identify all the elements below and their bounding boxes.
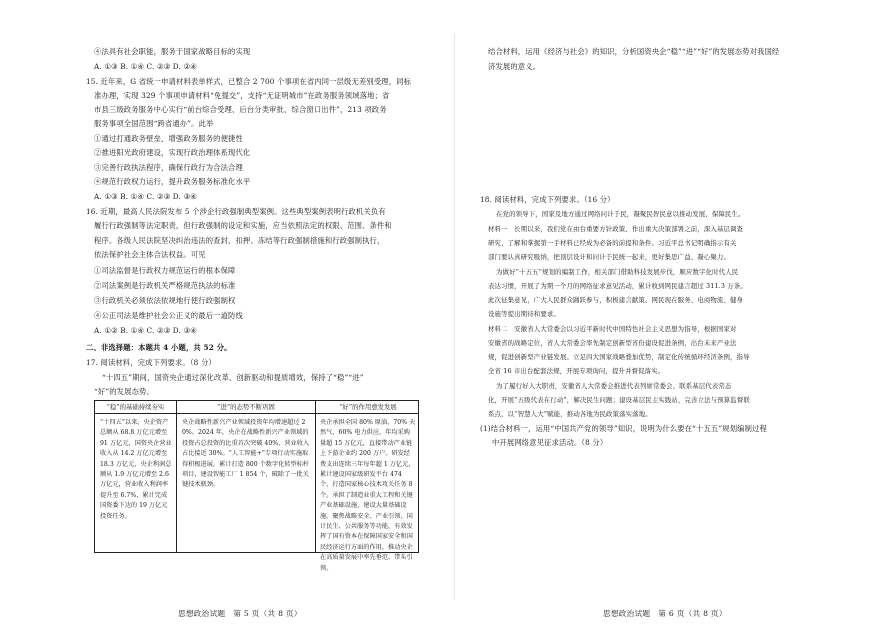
material-1-line: 材料一 长期以来，我们党在由台重要方针政策、作出重大决策部署之前，深入基层调查	[488, 225, 744, 233]
q15-option: ②推进阳光政府建设，实现行政治理体系现代化	[94, 148, 251, 157]
q14-choices: A. ①③ B. ①④ C. ②③ D. ②④	[94, 62, 197, 71]
material-2-line: 规，促进创新型产业链发展。立足四大国家战略叠加优势，制定化传统循环经济条例，指导	[488, 353, 750, 361]
material-1-line: 此次征集意见，广大人民群众踊跃参与，积极建言献策。网民现在服务、电商物流、健身	[488, 296, 744, 304]
q16-stem-line: 程序。各级人民法院坚决纠治违法的查封、扣押、冻结等行政强制措施和行政强制执行，	[94, 236, 385, 245]
q16-stem-line: 依法保护社会主体合法权益。可见	[94, 250, 206, 259]
material-1-line: 为做好“十五五”规划的编制工作，相关部门借助科技发展步伐，顺应数字化时代人民	[496, 268, 739, 276]
table-header-cell: “进”的态势不断巩固	[217, 403, 275, 411]
table-cell: “十四五”以来，央企资产总额从 68.8 万亿元增至 91 万亿元，国资央企营业收入从 14.2 万亿元增至 18.3 万亿元，央企利润总额从 1.9 万亿元增至 2.6 万亿元，营业收入利润率提升至 6.7%，累计完成国资委下达的 19 万亿元投资任务。	[100, 419, 172, 520]
q16-stem-line: 16. 近期，最高人民法院发布 5 个涉企行政强制典型案例。这些典型案例表明行政机关负有	[86, 207, 386, 216]
q17-stem-line: 17. 阅读材料，完成下列要求。（8 分）	[86, 358, 216, 367]
q18-intro: 在党的领导下，国家及地方通过网络问计于民，凝聚民智民意以推动发展、保障民生。	[496, 210, 745, 218]
q16-stem-line: 履行行政强制等法定职责，但行政强制的设定和实施，应当依照法定的权限、范围、条件和	[94, 221, 392, 230]
q18-subquestion-1: 中开展网络意见征求活动。（8 分）	[492, 438, 608, 447]
q17-stem-line: “好”的发展态势。	[94, 387, 154, 396]
page-footer: 思想政治试题 第 5 页（共 8 页）	[178, 609, 302, 618]
section-heading: 二、非选择题：本题共 4 小题，共 52 分。	[86, 343, 232, 352]
material-2-line: 安徽省的战略定位，省人大常委会率先制定创新型省份建设促进条例，出台未来产业法	[488, 339, 737, 347]
table-cell: 央企承担全国 80% 原油、70% 天然气、60% 电力供应，年均采购量超 15 万亿元，直接带动产业链上下游企业约 200 万户。研发经费支出连续三年每年超 1 万亿元，累计建设国家级研发平台 474 个，打造国家核心技术攻关任务 8 个。承担了制造业重大工程和关键产业基础设施，建设大量基础设施。聚焦战略安全、产业引领、国计民生、公共服务等功能，有效发挥了国有资本在保障国家安全和国民经济运行方面的作用，推动央企在高质量发展中率先垂范、带头引领。	[320, 419, 416, 572]
material-1-line: 表达习惯，开展了为期一个月的网络征求意见活动，累计收到网民建言超过 311.3 万条。	[488, 282, 747, 290]
q17-task-line: 结合材料，运用《经济与社会》的知识，分析国资央企“稳”“进”“好”的发展态势对我国经	[488, 47, 780, 56]
material-2-line: 为了履行好人大职责，安徽省人大常委会推进代表列席常委会、联系基层代表常态	[496, 382, 732, 390]
q15-option: ③完善行政执法程序，确保行政行为合法合理	[94, 163, 243, 172]
q15-option: ④规范行政权力运行，提升政务服务标准化水平	[94, 177, 251, 186]
q16-option: ④公正司法是维护社会公正义的最后一道防线	[94, 311, 243, 320]
right-page	[455, 0, 870, 630]
table-column-divider	[176, 401, 177, 552]
q15-choices: A. ①③ B. ①④ C. ②③ D. ③④	[94, 192, 197, 201]
q16-choices: A. ①② B. ①④ C. ②③ D. ③④	[94, 326, 197, 335]
page-footer: 思想政治试题 第 6 页（共 8 页）	[603, 609, 727, 618]
q15-stem-line: 服务事项全国范围“跨省通办”。此举	[94, 119, 214, 128]
material-2-line: 全省 16 市出台配套法规，开展专项询问，提升并督促落实。	[488, 367, 665, 375]
q15-option: ①通过打通政务壁垒，增强政务服务的便捷性	[94, 134, 243, 143]
q16-option: ②司法案例是行政机关严格规范执法的标准	[94, 281, 236, 290]
q14-option-line-4: ④法具有社会职能，服务于国家战略目标的实现	[94, 47, 251, 56]
q17-task-line: 济发展的意义。	[488, 62, 541, 71]
q18-subquestion-1: (1)结合材料一，运用“中国共产党的领导”知识，说明为什么要在“十五五”规划编制过程	[480, 424, 767, 433]
table-column-divider	[315, 401, 316, 552]
table-cell: 央企战略性新兴产业领域投资年均增速超过 20%。2024 年，央企在战略性新兴产业领域的投资占总投资的比重首次突破 40%，营业收入占比接近 30%。“人工智能+”专项行动实施取得积极进展，累计打造 800 个数字化转型标杆项目，建设智能工厂 1 854 个，破除了一批关键技术瓶颈。	[182, 419, 310, 489]
table-header-cell: “稳”的基础持续夯实	[106, 403, 165, 411]
q15-stem-line: 市县三级政务服务中心实行“前台综合受理、后台分类审批、综合窗口出件”，213 项政务	[94, 105, 387, 114]
q17-stem-line: “十四五”期间，国资央企通过深化改革、创新驱动和提质增效，保持了“稳”“进”	[102, 373, 364, 382]
material-1-line: 研究，了解和掌握第一手材料已经成为必备的前提和条件。习近平总书记明确指示有关	[488, 239, 737, 247]
material-2-line: 材料二 安徽省人大常委会以习近平新时代中国特色社会主义思想为指导，根据国家对	[488, 325, 737, 333]
q15-stem-line: 准办理，实现 329 个事项申请材料“免提交”，支持“无证明城市”在政务服务领域落地；省	[94, 91, 390, 100]
q15-stem-line: 15. 近年来，G 省统一申请材料表单样式，已整合 2 700 个事项在省内同一层级无差别受理，同标	[86, 77, 412, 86]
q17-data-table	[94, 400, 419, 572]
material-1-line: 设施等提出期待和要求。	[488, 310, 560, 318]
table-header-cell: “好”的作用愈发发展	[339, 403, 397, 411]
q18-heading: 18. 阅读材料，完成下列要求。（16 分）	[480, 195, 615, 204]
material-1-line: 部门要认真研究吸纳，把顶层设计和问计于民统一起来，更好集思广益、凝心聚力。	[488, 253, 731, 261]
material-2-line: 化，开展“五级代表在行动”，解决民生问题；建设基层民主实践站，完善立法与预算监督联	[488, 396, 750, 404]
material-2-line: 系点，以“智慧人大”赋能，推动各地为民政策落实落地。	[488, 410, 652, 418]
q16-option: ①司法监督是行政权力规范运行的根本保障	[94, 266, 236, 275]
q16-option: ③行政机关必须依法依规地行使行政强制权	[94, 296, 236, 305]
